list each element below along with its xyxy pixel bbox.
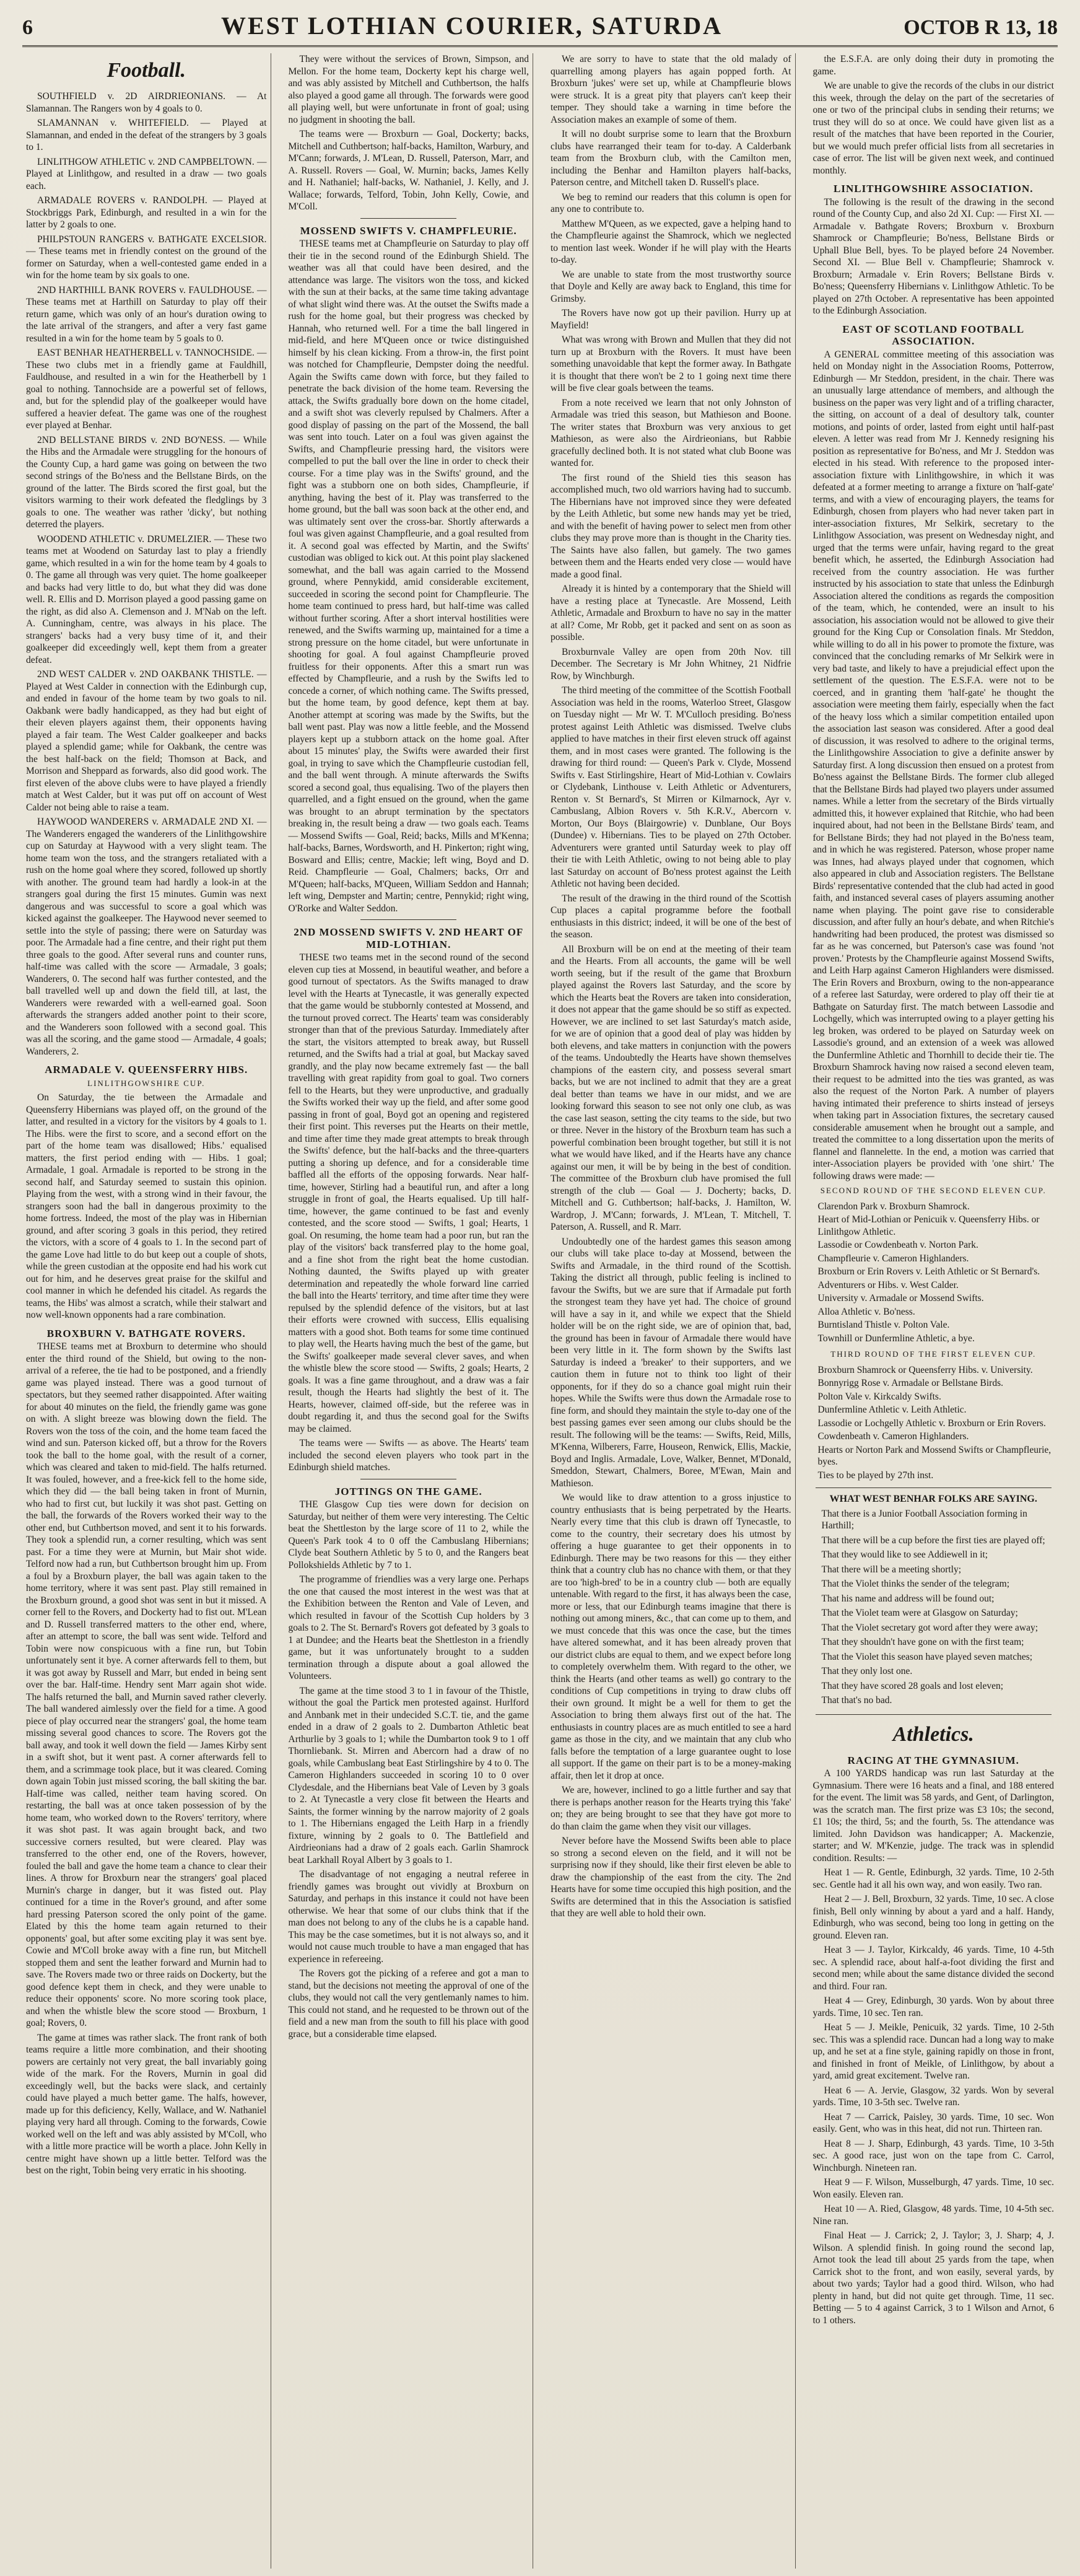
article-paragraph: We are, however, inclined to go a little further and say that there is perhaps another reason for the Hearts trying this 'fake' on; they are being brought to see that they have got more to do than claim the game when they visit our villages. <box>551 1785 791 1832</box>
article-heading: BROXBURN V. BATHGATE ROVERS. <box>46 1327 246 1339</box>
article-paragraph: The programme of friendlies was a very large one. Perhaps the one that caused the most interest in the west was that at the Exhibition between the Renton and Vale of Leven, and which resulted in favour of the Scottish Cup holders by 3 goals to 2. The St. Bernard's Rovers got defeated by 3 goals to 1 at Dundee; and the Hearts beat the Shettleston in a friendly game, but it was unfortunately brought to a sudden termination through a dispute about a goal allowed the Volunteers. <box>288 1574 529 1681</box>
west-benhar-box <box>816 1487 1052 1715</box>
article-paragraph: What was wrong with Brown and Mullen that they did not turn up at Broxburn with the Rovers. It must have been something unavoidable that kept the former away. In Bathgate it is thought that there won't be 2 to 1 going next time there will be five clear goals between the teams. <box>551 335 791 393</box>
box-line: That they would like to see Addiewell in it; <box>821 1549 988 1560</box>
box-line: That they have scored 28 goals and lost eleven; <box>821 1680 1004 1691</box>
draw-list <box>813 1201 1055 1345</box>
draw-item: Burntisland Thistle v. Polton Vale. <box>817 1320 950 1330</box>
heat-result: Heat 5 — J. Meikle, Penicuik, 32 yards. Time, 10 2-5th sec. This was a splendid race. Duncan had a long way to make up, and he set at a fine style, gaining rapidly on those in front, and finished in front of Meikle, of Linlithgow, by about a yard, amid great excitement. Twelve ran. <box>812 2022 1054 2081</box>
final-heat-result: Final Heat — J. Carrick; 2, J. Taylor; 3, J. Sharp; 4, J. Wilson. A splendid finish. In going round the second lap, Arnot took the lead till about 25 yards from the tape, when Carrick shot to the front, and won easily, several yards, by about two yards; Taylor had a good third. Wilson, who had plenty in hand, but did not quite get through. Time, 11 sec. Betting — 5 to 4 against Carrick, 3 to 1 Wilson and Arnot, 6 to 1 others. <box>812 2230 1054 2326</box>
article-paragraph: From a note received we learn that not only Johnston of Armadale was tried this season, but Mathieson and Boone. The writer states that Broxburn was very anxious to get Mathieson, as were also the Airdrieonians, but Rabbie gracefully declined both. It is not stated what club Boone was wanted for. <box>551 397 791 468</box>
draw-item: Dunfermline Athletic v. Leith Athletic. <box>817 1404 967 1415</box>
draw-item: Broxburn Shamrock or Queensferry Hibs. v. University. <box>817 1364 1033 1375</box>
article-paragraph: All Broxburn will be on end at the meeting of their team and the Hearts. From all accounts, the game will be well worth seeing, but if the result of the game that Broxburn played against the Rovers last Saturday, and the score by which the Hearts beat the Rovers are taken into consideration, it does not appear that the game should be so stiff as expected. However, we are inclined to set last Saturday's match aside, for we are of opinion that a good deal of play was hidden by both elevens, and take matters in conjunction with the powers of the teams. Undoubtedly the Hearts have shown themselves champions of the eastern city, and possess several smart backs, but we are not inclined to admit that they are a great deal better than teams we have in our midst, and we are looking forward this season to see not only one club, as was the case last season, setting the city teams to the side, but two or three. Never in the history of the Broxburn team has such a powerful combination been brought together, but still it is not what we would have liked, and if the Hearts have any chance against our men, it will be by being in the best of condition. The committee of the Broxburn club have promised the full strength of the club — Goal — J. Docherty; backs, D. Mitchell and G. Cuthbertson; half-backs, J. Hamilton, W. Wardrop, J. M'Cann; forwards, J. M'Lean, T. Mitchell, T. Paterson, A. Russell, and R. Marr. <box>551 944 791 1232</box>
match-report: SOUTHFIELD v. 2D AIRDRIEONIANS. — At Slamannan. The Rangers won by 4 goals to 0. <box>26 91 267 114</box>
newspaper-title: WEST LOTHIAN COURIER, SATURDA <box>220 12 723 40</box>
section-title-athletics: Athletics. <box>892 1722 974 1746</box>
draw-item: University v. Armadale or Mossend Swifts. <box>817 1293 984 1303</box>
section-title-football: Football. <box>107 59 186 82</box>
box-line: That his name and address will be found out; <box>821 1593 995 1604</box>
draw-item: Clarendon Park v. Broxburn Shamrock. <box>817 1201 970 1212</box>
article-paragraph: the E.S.F.A. are only doing their duty in promoting the game. <box>812 54 1054 77</box>
article-paragraph: Matthew M'Queen, as we expected, gave a helping hand to the Champfleurie against the Shamrock, which we neglected to mention last week. Wonder if he will play with the Hearts to-day. <box>551 218 791 265</box>
article-paragraph: The result of the drawing in the third round of the Scottish Cup places a capital programme before the football enthusiasts in this district; indeed, it will be one of the best of the season. <box>551 893 791 940</box>
heat-result: Heat 9 — F. Wilson, Musselburgh, 47 yards. Time, 10 sec. Won easily. Eleven ran. <box>812 2177 1054 2200</box>
draw-heading: THIRD ROUND OF THE FIRST ELEVEN CUP. <box>830 1349 1037 1359</box>
article-paragraph: THESE two teams met in the second round of the second eleven cup ties at Mossend, in beautiful weather, and before a good turnout of spectators. As the Swifts managed to draw level with the Hearts at Tynecastle, it was generally expected that the game would be stubbornly contested at Mossend, and the turnout proved correct. The Hearts' team was considerably stronger than that of the previous Saturday. Immediately after the start, the visitors attempted to break away, but Russell returned, and the Swifts had a trial at goal, but Mackay saved grandly, and the play now became extremely fast — the ball travelling with great rapidity from goal to goal. Two corners fell to the Hearts, but they were unproductive, and gradually the Swifts worked their way up the field, and after some good passing in front of goal, Boyd got an opening and registered their first point. This reverses put the Hearts on their mettle, and time after time they made great attempts to break through the Swifts' defence, but the half-backs and the three-quarters putting a shoring up defence, and for a considerable time baffled all the efforts of the opposing forwards. Near half-time, however, Stirling had a beautiful run, and after a long struggle in front of goal, the Hearts equalised. Up till half-time, however, the game continued to be fast and evenly contested, and the score stood — Swifts, 1 goal; Hearts, 1 goal. On resuming, the home team had a poor run, but ran the play of the visitors' back transferred play to the home goal, and a fine shot from the right beat the home custodian. Nothing daunted, the Swifts played up with greater determination and repeatedly the whole forward line carried the ball into the Hearts' territory, and time after time they were repulsed by the splendid defence of the visitors, but at last their efforts were crowned with success, Ellis equalising matters with a good shot. Both teams for some time continued to play well, the Hearts having much the best of the game, but the Swifts' goalkeeper made several clever saves, and when the whistle blew the score stood — Swifts, 2 goals; Hearts, 2 goals. It was a fine game throughout, and a draw was a fair result, though the Hearts had slightly the best of it. The Hearts, however, claimed off-side, but the referee was in doubt regarding it, and thus the second goal for the Swifts may be claimed. <box>288 952 529 1434</box>
page-number: 6 <box>22 16 33 39</box>
article-paragraph: The third meeting of the committee of the Scottish Football Association was held in the rooms, Waterloo Street, Glasgow on Tuesday night — Mr W. T. M'Culloch presiding. Bo'ness protest against Leith Athletic was dismissed. Twelve clubs applied to have matches in their first eleven struck off against them, and in most cases were granted. The following is the drawing for third round: — Queen's Park v. Clyde, Mossend Swifts v. East Stirlingshire, Heart of Mid-Lothian v. Cowlairs or Clydebank, Linthouse v. Leith Athletic or Adventurers, Renton v. St Bernard's, St Mirren or Kilmarnock, Ayr v. Cambuslang, Albion Rovers v. 5th K.R.V., Abercorn v. Morton, Our Boys (Blairgowrie) v. Dunblane, Our Boys (Dundee) v. Hibernians. Ties to be played on 27th October. Adventurers were granted until Saturday week to play off their tie with Leith Athletic, owing to not being able to play last Saturday on account of Bo'ness protest against the Leith Athletic not having been decided. <box>551 685 791 889</box>
box-line: That they only lost one. <box>821 1666 913 1676</box>
draw-item: Ties to be played by 27th inst. <box>817 1470 934 1481</box>
article-paragraph: THE Glasgow Cup ties were down for decision on Saturday, but neither of them were very interesting. The Celtic beat the Shettleston by the large score of 11 to 2, while the Queen's Park took 4 to 0 off the Cambuslang Hibernians; Clyde beat Southern Athletic by 5 to 0, and the Rangers beat Pollokshields Athletic by 7 to 1. <box>288 1499 529 1571</box>
article-paragraph: The disadvantage of not engaging a neutral referee in friendly games was brought out vividly at Broxburn on Saturday, and perhaps in this instance it could not have been otherwise. We hear that some of our clubs think that if the man does not belong to any of the clubs he is a capable hand. This may be the case sometimes, but it is not always so, and it would not cause much trouble to have a man engaged that has experience in refereeing. <box>288 1869 529 1965</box>
heat-result: Heat 6 — A. Jervie, Glasgow, 32 yards. Won by several yards. Time, 10 3-5th sec. Twelve ran. <box>812 2085 1054 2108</box>
article-paragraph: The Rovers have now got up their pavilion. Hurry up at Mayfield! <box>551 308 791 331</box>
article-paragraph: The first round of the Shield ties this season has accomplished much, two old warriors having had to succumb. The Hibernians have not improved since they were defeated by the Leith Athletic, but some new hands may yet be tried, and with the benefit of having power to select men from other clubs they may prove more than is thought in the Charity ties. The Saints have also fallen, but gamely. The two games between them and the Hearts ended very close — would have made a good final. <box>551 472 791 580</box>
box-line: That that's no bad. <box>821 1695 892 1706</box>
divider <box>360 919 456 920</box>
article-paragraph: We are unable to give the records of the clubs in our district this week, through the delay on the part of the secretaries of one or two of the principal clubs in sending their returns; we trust they will do so at once. We could have given list as a result of the matches that have been reported in the Courier, but we would much prefer official lists from all secretaries in case of error. The list will be given next week, and continued monthly. <box>812 81 1054 176</box>
article-heading: JOTTINGS ON THE GAME. <box>334 1485 482 1497</box>
article-paragraph: THESE teams met at Broxburn to determine who should enter the third round of the Shield, but owing to the non-arrival of a referee, the tie had to be postponed, and a friendly game was played instead. There was a good turnout of spectators, but they seemed rather disappointed. After waiting for about 40 minutes on the field, the friendly game was gone on with. A slight breeze was blowing down the field. The Rovers won the toss of the coin, and the home team faced the wind and sun. Paterson kicked off, but a throw for the Rovers took the ball to the home goal, with the result of a corner, which was cleared and taken to mid-field. The halfs returned. It was fouled, however, and a free-kick fell to the home side, which they did — the ball being taken in front of Murnin, who had to first cut, but luckily it was shot past. Getting on the ball, the forwards of the Rovers worked their way to the other end, but Cuthbertson moved, and sent it to his forwards. They took a splendid run, a corner resulting, which was sent past. For a time they were at Murnin, but Mair shot wide. Telford now had a run, but Cuthbertson brought him up. From a foul by a Broxburn player, the ball was again taken to the home territory, where it was sent past. Play still remained in the Broxburn ground, a good shot was sent in but it missed. A corner fell to the Rovers, and Dockerty had to fist out. M'Lean and D. Russell transferred matters to the other end, where, after an attempt to score, the ball was sent wide. Telford and Tobin were now conspicuous with a fine run, but Tobin unfortunately sent it bye. A corner afterwards fell to them, but it was got away by Russell and Marr, but ended in being sent over the bar. Half-time. Hendry sent Marr again shot wide. The halfs returned the ball, and Murnin saved rather cleverly. The ball wandered aimlessly over the field for a time. A good piece of play occurred near the strangers' goal, the home team missing several good chances to score. The Rovers got the ball away, and took it well down the field — James Kirby sent in a swift shot, but it went past. A corner afterwards fell to them, and a scrimmage took place, but it was cleared. Coming down again Tobin just missed scoring, the ball skiting the bar. Half-time was called, neither team having scored. On restarting, the ball was at once taken possession of by the home team, who worked down to the Rovers' territory, where it was shot past. It was again brought back, and two successive corners resulted, but were cleared. Play was transferred to the other end, one of the Rovers, however, fouled the ball and gave the home team a chance to clear their lines. A throw for Broxburn near the strangers' goal placed Murnin's charge in danger, but it was fisted out. Play continued for a time in the Rover's ground, and after some hard pressing Paterson scored the only point of the game. Elated by this the home team again returned to their opponents' goal, but after some exciting play it was sent bye. Cowie and M'Coll broke away with a fine run, but Mitchell stopped them and sent the leather forward and Murnin had to save. The Rovers made two or three raids on Dockerty, but the good defence kept them in check, and they were unable to reduce their opponents' score. No more scoring took place, and when the whistle blew the score stood — Broxburn, 1 goal; Rovers, 0. <box>26 1341 267 2028</box>
article-paragraph: We are unable to state from the most trustworthy source that Doyle and Kelly are away back to England, this time for Grimsby. <box>551 269 791 304</box>
article-paragraph: Broxburnvale Valley are open from 20th Nov. till December. The Secretary is Mr John Whitney, 21 Nidfrie Row, by Winchburgh. <box>551 646 791 681</box>
article-paragraph: We would like to draw attention to a gross injustice to country enthusiasts that is being perpetrated by the Hearts. Nearly every time that this club is drawn off Tynecastle, to come to the country, their secretary does his utmost by offering a huge guarantee to get their opponents in to Edinburgh. There may be two reasons for this — they either think that a country club has no chance with them, or that they are too 'high-bred' to be in a country club — both are equally untenable. With regard to the first, it has always been the case, more or less, that our Edinburgh teams imagine that there is nothing out among miners, &c., that can come up to them, and we must concede that this was once the case, but the times have altered somewhat, and it has been already proven that our district clubs are equal to them, and we expect before long to completely overwhelm them. With regard to the other, we think the Hearts (and other teams as well) go contrary to the conditions of Cup competitions in trying to draw clubs off their own ground. It might be a well for them to get the Association to bring them always first out of the hat. The enthusiasts in country places are as much entitled to see a hard game as those in the city, and we maintain that any club who falls before the temptation of a large guarantee ought to lose all support. If the game on their part is to be a money-making affair, then let it drop at once. <box>551 1492 791 1781</box>
match-report: ARMADALE ROVERS v. RANDOLPH. — Played at Stockbriggs Park, Edinburgh, and resulted in a win for the latter by 2 goals to one. <box>26 195 267 230</box>
draw-item: Alloa Athletic v. Bo'ness. <box>817 1306 915 1317</box>
draw-item: Polton Vale v. Kirkcaldy Swifts. <box>817 1391 941 1402</box>
masthead <box>22 11 1058 47</box>
box-line: That there is a Junior Football Association forming in Harthill; <box>821 1508 1027 1531</box>
draw-item: Cowdenbeath v. Cameron Highlanders. <box>817 1431 969 1442</box>
match-report: 2ND WEST CALDER v. 2ND OAKBANK THISTLE. — Played at West Calder in connection with the Edinburgh cup, and ended in favour of the home team by two goals to nil. Oakbank were badly handicapped, as they had but eight of their eleven players against them, their opponents having played a fair team. The West Calder goalkeeper and backs played a splendid game; while for Oakbank, the centre was the best half-back on the field; Thomson at Back, and Morrison and Sheppard as forwards, also did good work. The first eleven of the above clubs were to have played a friendly match at West Calder, but it was put off on account of West Calder not being able to raise a team. <box>26 669 267 813</box>
match-report: 2ND HARTHILL BANK ROVERS v. FAULDHOUSE. — These teams met at Harthill on Saturday to play off their return game, which was only of an hour's duration owing to the late arrival of the strangers, and after a very fast game resulted in a win for the home team by 5 goals to 0. <box>26 284 267 344</box>
article-paragraph: Undoubtedly one of the hardest games this season among our clubs will take place to-day at Mossend, between the Swifts and Armadale, in the third round of the Scottish. Taking the district all through, public feeling is inclined to favour the Swifts, but we are sure that if Armadale put forth the strongest team they have yet had. The choice of ground will have a say in it, and while we expect that the Shield holder will be on the right side, we are of opinion that, bad, the ground has been in favour of Armadale there would have been very little in it. The form shown by the Swifts last Saturday is indeed a 'breaker' to their supporters, and we caution them in future not to think too light of their opponents, for if they do so a chance goal might ruin their hopes. While the Swifts were thus down the Armadale rose to fine form, and should they maintain the style to-day one of the best passing games ever seen among our clubs should be the result. The following will be the teams: — Swifts, Reid, Mills, M'Kenna, Wilberers, Farre, Houseon, Renwick, Ellis, Mackie, Boyd and Inglis. Armadale, Love, Walker, Bennet, M'Donald, Smeddon, Stewart, Chalmers, Boree, M'Ewan, Main and Mathieson. <box>551 1236 791 1489</box>
draw-list <box>813 1364 1055 1482</box>
draw-item: Bonnyrigg Rose v. Armadale or Bellstane Birds. <box>817 1378 1003 1388</box>
heat-result: Heat 1 — R. Gentle, Edinburgh, 32 yards. Time, 10 2-5th sec. Gentle had it all his own way, and won easily. Two ran. <box>812 1867 1054 1890</box>
article-heading: LINLITHGOWSHIRE ASSOCIATION. <box>834 183 1034 195</box>
draw-item: Champfleurie v. Cameron Highlanders. <box>817 1253 969 1264</box>
heat-result: Heat 2 — J. Bell, Broxburn, 32 yards. Time, 10 sec. A close finish, Bell only winning by about a yard and a half. Handy, Edinburgh, who was second, being too long in getting on the ground. Eleven ran. <box>812 1894 1054 1941</box>
issue-date: OCTOB R 13, 18 <box>904 16 1058 39</box>
draw-item: Heart of Mid-Lothian or Penicuik v. Queensferry Hibs. or Linlithgow Athletic. <box>817 1214 1040 1237</box>
article-heading: 2ND MOSSEND SWIFTS V. 2ND HEART OF MID-LOTHIAN. <box>294 926 524 950</box>
article-paragraph: On Saturday, the tie between the Armadale and Queensferry Hibernians was played off, on the ground of the latter, and resulted in a victory for the visitors by 4 goals to 1. The Hibs. were the first to score, and a second effort on the part of the home team was disallowed; Hibs.' equalised matters, the first period ending with — Hibs. 1 goal; Armadale, 1 goal. Armadale is reported to be strong in the second half, and Saturday seemed to sustain this opinion. Playing from the west, with a strong wind in their favour, the strangers soon had the ball in dangerous proximity to the home fortress. Indeed, the most of the play was in Hibernian ground, and after scoring 3 goals in this period, they retired the victors, with a score of 4 goals to 1. In the second part of the game Love had little to do but keep out a couple of shots, while the green custodian at the opposite end had his work cut out for him, and he deserves great praise for the skilful and cool manner in which he defended his citadel. As regards the teams, the Hibs' was almost a scratch, while their stalwart and now well-known opponents had a rare combination. <box>26 1092 267 1320</box>
article-heading: RACING AT THE GYMNASIUM. <box>847 1754 1019 1766</box>
article-paragraph: They were without the services of Brown, Simpson, and Mellon. For the home team, Dockerty kept his charge well, and was ably assisted by Mitchell and Cuthbertson, the halfs also played a good game all through. The forwards were good all playing well, but were unfortunate in front of goal; using no judgment in shooting the ball. <box>288 54 529 125</box>
col1-reports <box>26 90 267 1058</box>
article-heading: ARMADALE V. QUEENSFERRY HIBS. <box>45 1064 248 1076</box>
column-4 <box>809 53 1058 2569</box>
article-heading: EAST OF SCOTLAND FOOTBALL ASSOCIATION. <box>842 323 1025 347</box>
article-paragraph: The Rovers got the picking of a referee and got a man to stand, but the decisions not meeting the approval of one of the clubs, they would not call the very gentlemanly names to him. This could not stand, and he requested to be thrown out of the field and a new man from the south to fill his place with good grace, but a considerable time elapsed. <box>288 1968 529 2039</box>
column-3 <box>547 53 796 2569</box>
heat-result: Heat 3 — J. Taylor, Kirkcaldy, 46 yards. Time, 10 4-5th sec. A splendid race, about half-a-foot dividing the first and second men; while about the same distance divided the second and third. Four ran. <box>812 1945 1054 1992</box>
draw-item: Townhill or Dunfermline Athletic, a bye. <box>817 1333 975 1344</box>
article-subheading: LINLITHGOWSHIRE CUP. <box>87 1078 206 1088</box>
article-paragraph: A GENERAL committee meeting of this association was held on Monday night in the Association Rooms, Potterrow, Edinburgh — Mr Steddon, president, in the chair. There was an unusually large attendance of members, and although the business on the paper was very light and of a trifling character, the sitting, on account of a deal of desultory talk, counter motions, and points of order, lasted from eight until half-past eleven. A letter was read from Mr J. Kennedy resigning his position as representative for Bo'ness, and Mr J. Steddon was elected in his stead. With reference to the proposed inter-association fixture with Linlithgowshire, in which it was defeated at a former meeting to arrange a fixture on 'half-gate' terms, and with a view of encouraging players, the teams for Edinburgh, chosen from players who had never taken part in inter-association fixtures, Mr Selkirk, secretary to the Linlithgow Association, was present on Wednesday night, and urged that the terms were unfair, having regard to the great benefit which, he asserted, the Edinburgh Association had received from the country association. He was further instructed by his association to state that unless the Edinburgh Association altered the conditions as regards the composition of the team, which, he contended, were an insult to his association, his association would not be allowed to give their ground for the King Cup or Consolation finals. Mr Steddon, while willing to do all in his power to promote the fixture, was convinced that the concluding remarks of Mr Selkirk were in very bad taste, and likely to have a prejudicial effect upon the settlement of the question. The E.S.F.A. were not to be coerced, and in granting them 'half-gate' he thought the association were meeting them fairly, especially when the fact of the heavy loss which a similar competition entailed upon the association last season was considered. After a good deal of discussion, it was resolved to adhere to the original terms, the Linlithgowshire Association to give a definite answer by Saturday first. A long discussion then ensued on a protest from Bo'ness against the Bellstane Birds. The former club alleged that the Bellstane Birds had played two players under assumed names. While a letter from the secretary of the Birds virtually admitted this, it however explained that Ritchie, who had been inquired about, had not been in the Bellstane Birds' team, and for Bellstane Birds; they had not played in the Bo'ness team, and in which he was registered. Paterson, whose proper name was Innes, had always played under that cognomen, which also appeared in club and Association registers. The Bellstane Birds' representative contended that the club had acted in good faith, and instanced several cases of players assuming another name when playing. The point gave rise to considerable discussion, and after fully an hour's debate, and when Ritchie's handwriting had been produced, the protest was dismissed so far as he was concerned, but Paterson's case was found 'not proven.' Protests by the Champfleurie against Mossend Swifts, and Leith Harp against Cameron Highlanders were dismissed. The Erin Rovers and Broxburn, owing to the non-appearance of a referee last Saturday, were ordered to play off their tie at Bathgate on Saturday first. The match between Lassodie and Lochgelly, which was interrupted owing to a player getting his leg broken, was ordered to be played on Saturday week on Lassodie's ground, and an extension of a week was allowed the Dunfermline Athletic and Thornhill to decide their tie. The Broxburn Shamrock having now raised a second eleven team, their request to be admitted into the ties was granted, as was also the request of the Norton Park. A number of players having intimated their preference to shirts instead of jerseys when taking part in Association fixtures, the secretary caused considerable amusement when he brought out a sample, and treated the committee to a long dissertation upon the merits of flannel and flannelette. In the end, a motion was carried that inter-Association players be provided with 'one shirt.' The following draws were made: — <box>812 349 1054 1181</box>
article-paragraph: It will no doubt surprise some to learn that the Broxburn clubs have rearranged their team for to-day. A Calderbank team from the Broxburn club, with the Camilton men, including the Benhar and Hamilton players half-backs, Paterson centre, and Mitchell taken D. Russell's place. <box>551 129 791 188</box>
article-paragraph: Already it is hinted by a contemporary that the Shield will have a resting place at Tynecastle. Are Mossend, Leith Athletic, Armadale and Broxburn to have no say in the matter at all? Come, Mr Robb, get it packed and sent on as soon as possible. <box>551 584 791 642</box>
article-paragraph: We beg to remind our readers that this column is open for any one to contribute to. <box>551 191 791 214</box>
column-2 <box>285 53 534 2569</box>
article-paragraph: The game at the time stood 3 to 1 in favour of the Thistle, without the goal the Partick men protested against. Hurlford and Annbank met in their undecided S.C.T. tie, and the game ended in a draw of 2 goals to 2. Dumbarton Athletic beat Arthurlie by 3 goals to 1; while the Dumbarton took 9 to 1 off Thornliebank. St. Mirren and Abercorn had a draw of no goals, while Cambuslang beat East Stirlingshire by 4 to 0. The Cameron Highlanders succeeded in scoring 10 to 0 over Clydesdale, and the Hibernians beat Vale of Leven by 3 goals to 2. At Tynecastle a very close fit between the Hearts and Saints, the former winning by the narrow majority of 2 goals to 1. The Hibernians engaged the Leith Harp in a friendly fixture, winning by 2 goals to 0. The Battlefield and Airdrieonians had a draw of 2 goals each. Garlin Shamrock beat Larkhall Royal Albert by 3 goals to 1. <box>288 1685 529 1865</box>
box-line: That there will be a meeting shortly; <box>821 1564 962 1575</box>
draw-item: Adventurers or Hibs. v. West Calder. <box>817 1279 959 1290</box>
divider <box>360 218 456 219</box>
article-paragraph: THESE teams met at Champfleurie on Saturday to play off their tie in the second round of the Edinburgh Shield. The weather was all that could have been desired, and the attendance was large. The visitors won the toss, and kicked with the sun at their backs, at the same time taking advantage of what slight wind there was. At the outset the Swifts made a rush for the home goal, but their progress was checked by Hannah, who returned well. For a time the ball lingered in mid-field, and here M'Queen once or twice distinguished himself by his clean kicking. From a throw-in, the first point was notched for Champfleurie, Dempster doing the needful. Again the Swifts came down with force, but they failed to penetrate the back division of the home team. Reversing the attack, the Swifts gradually bore down on the home citadel, and a swift shot was cleverly repulsed by Chalmers. After a good display of passing on the part of the Mossend, the ball was sent into touch. Later on a foul was given against the Swifts, and Champfleurie pressing hard, the visitors were compelled to put the ball over the line in order to check their course. For a time play was in the Swifts' ground, and the fight was a stubborn one on both sides, Champfleurie, if anything, having the best of it. Play was transferred to the home ground, but the ball was soon back at the other end, and was ultimately sent over the cross-bar. Shortly afterwards a foul was given against Champfleurie, and a goal resulted from it. A second goal was effected by Martin, and the Swifts' custodian was obliged to kick out. At this point play slackened somewhat, and the ball was again carried to the Mossend ground, where Pennykidd, amid considerable excitement, succeeded in scoring the second point for Champfleurie. The home team continued to press hard, but half-time was called without further scoring. After a short interval hostilities were renewed, and the Swifts warming up, maintained for a time a strong pressure on the home citadel, but were unfortunate in shooting for goal. A foul against Champfleurie proved fruitless for their opponents. After this a smart run was effected by Champfleurie, and a rush by the Swifts led to concede a corner, of which nothing came. The Swifts pressed, but the home team, by good defence, kept them at bay. Another attempt at scoring was made by the Swifts, but the ball went past. Play was now a little feeble, and the Mossend players kept up a stubborn attack on the home goal. After about 15 minutes' play, the Swifts were awarded their first goal, in trying to save which the Champfleurie custodian fell, and the ball went through. A minute afterwards the Swifts scored a second goal, thus equalising. Two of the players then quarrelled, and a fight ensued on the ground, when the game was brought to an abrupt termination by the spectators breaking in, the result being a draw — two goals each. Teams — Mossend Swifts — Goal, Reid; backs, Mills and M'Kenna; half-backs, Barnes, Wordsworth, and H. Pinkerton; right wing, Bosward and Ellis; centre, Mackie; left wing, Boyd and D. Reid. Champfleurie — Goal, Chalmers; backs, Orr and M'Queen; half-backs, M'Queen, William Seddon and Hannah; left wing, Dempster and Martin; centre, Pennykid; right wing, O'Rorke and Walter Seddon. <box>288 239 529 914</box>
box-line: That the Violet team were at Glasgow on Saturday; <box>821 1608 1018 1618</box>
match-report: LINLITHGOW ATHLETIC v. 2ND CAMPBELTOWN. — Played at Linlithgow, and resulted in a draw — two goals each. <box>26 156 267 191</box>
article-paragraph: A 100 YARDS handicap was run last Saturday at the Gymnasium. There were 16 heats and a final, and 188 entered for the event. The limit was 58 yards, and Gent, of Darlington, was the scratch man. The first prize was £3 10s; the second, £1 10s; the third, 5s; and the fourth, 5s. The attendance was limited. John Davidson was handicapper; A. Mackenzie, starter; and W. M'Kenzie, judge. The track was in splendid condition. Results: — <box>812 1768 1054 1864</box>
article-paragraph: The teams were — Swifts — as above. The Hearts' team included the second eleven players who took part in the Edinburgh shield matches. <box>288 1438 529 1473</box>
box-heading: WHAT WEST BENHAR FOLKS ARE SAYING. <box>829 1494 1037 1504</box>
box-line: That they shouldn't have gone on with the first team; <box>821 1637 1024 1647</box>
match-report: EAST BENHAR HEATHERBELL v. TANNOCHSIDE. — These two clubs met in a friendly game at Fauldhill, Fauldhouse, and resulted in a win for the Heatherbell by 1 goal to nothing. Tannochside are a powerful set of fellows, and, but for the splendid play of the goalkeeper would have suffered a heavier defeat. The game was one of the roughest ever played at Benhar. <box>26 348 267 431</box>
heat-result: Heat 8 — J. Sharp, Edinburgh, 43 yards. Time, 10 3-5th sec. A good race, just won on the tape from C. Carrol, Winchburgh. Nineteen ran. <box>812 2138 1054 2173</box>
article-heading: MOSSEND SWIFTS V. CHAMPFLEURIE. <box>300 224 517 237</box>
match-report: HAYWOOD WANDERERS v. ARMADALE 2ND XI. — The Wanderers engaged the wanderers of the Linlithgowshire cup on Saturday at Haywood with a very slight team. The home team won the toss, and the strangers retaliated with a rush on the home goal where they scored, followed up shortly with another. The ground team had hardly a look-in at the strangers goal during the first 15 minutes. Gumin was next dangerous and was successful to score a goal which was kicked against the goalkeeper. The Haywood never seemed to settle into the style of passing; there were on Saturday was poor. The Armadale had a fine centre, and their right put them three goals to the good. After several runs and counter runs, half-time was called with the score — Armadale, 3 goals; Wanderers, 0. The second half was further contested, and the ball travelled well up and down the field till, at last, the Wanderers were rewarded with a well-earned goal. Soon afterwards the strangers added another point to their score, and the Wanderers soon followed with a second goal. This was all the scoring, and the game stood — Armadale, 4 goals; Wanderers, 2. <box>26 817 267 1057</box>
draw-item: Lassodie or Cowdenbeath v. Norton Park. <box>817 1240 978 1250</box>
match-report: SLAMANNAN v. WHITEFIELD. — Played at Slamannan, and ended in the defeat of the strangers by 3 goals to 1. <box>26 118 267 152</box>
match-report: WOODEND ATHLETIC v. DRUMELZIER. — These two teams met at Woodend on Saturday last to play a friendly game, which resulted in a win for the home team by 4 goals to 0. The game all through was very quiet. The home goalkeeper and backs had very little to do, but what they did was done well. R. Ellis and D. Morrison played a good passing game on the right, as did also A. Clemenson and J. M'Nab on the left. A. Cunningham, centre, was always in his place. The strangers' backs had a very busy time of it, and their goalkeeper did exceedingly well, kept them from a greater defeat. <box>26 533 267 665</box>
article-paragraph: The teams were — Broxburn — Goal, Dockerty; backs, Mitchell and Cuthbertson; half-backs, Hamilton, Warbury, and M'Cann; forwards, J. M'Lean, D. Russell, Paterson, Marr, and A. Russell. Rovers — Goal, W. Murnin; backs, James Kelly and H. Nathaniel; half-backs, W. Nathaniel, J. Kelly, and J. Wallace; forwards, Telford, Tobin, John Kelly, Cowie, and M'Coll. <box>288 129 529 212</box>
article-paragraph: The following is the result of the drawing in the second round of the County Cup, and also 2d XI. Cup: — First XI. — Armadale v. Bathgate Rovers; Broxburn v. Broxburn Shamrock or Champfleurie; Bo'ness, Bellstane Birds or Uphall Blue Bell, byes. To be played before 24 November. Second XI. — Blue Bell v. Champfleurie; Shamrock v. Broxburn; Armadale v. Erin Rovers; Bellstane Birds v. Bo'ness; Queensferry Hibernians v. Linlithgow Athletic. To be played on 27th October. A representative has been appointed to the Edinburgh Association. <box>812 196 1054 316</box>
article-paragraph: Never before have the Mossend Swifts been able to place so strong a second eleven on the field, and it will not be surprising now if they should, like their first eleven be able to draw the championship of the east from the city. The 2nd Hearts have for some time occupied this high position, and the Swifts are determined that in this the Association is satisfied that they are well able to hold their own. <box>551 1836 791 1919</box>
box-line: That there will be a cup before the first ties are played off; <box>821 1535 1045 1546</box>
draw-item: Broxburn or Erin Rovers v. Leith Athletic or St Bernard's. <box>817 1266 1040 1277</box>
article-columns <box>22 53 1058 2569</box>
box-line: That the Violet thinks the sender of the telegram; <box>821 1579 1010 1589</box>
box-line: That the Violet secretary got word after they were away; <box>821 1622 1039 1633</box>
match-report: 2ND BELLSTANE BIRDS v. 2ND BO'NESS. — While the Hibs and the Armadale were struggling for the honours of the County Cup, a hard game was going on between the two second strings of the Bo'ness and the Bellstane Birds, on the ground of the latter. The Birds scored the first goal, but the visitors warming to their work defeated the fledglings by 3 goals to one. The weather was rather 'dicky', but nothing deterred the players. <box>26 434 267 530</box>
draw-item: Lassodie or Lochgelly Athletic v. Broxburn or Erin Rovers. <box>817 1417 1046 1429</box>
box-line: That the Violet this season have played seven matches; <box>821 1651 1033 1662</box>
article-paragraph: We are sorry to have to state that the old malady of quarrelling among players has again popped forth. At Broxburn 'jukes' were set up, while at Champfleurie blows were struck. It is a great pity that players can't keep their temper. They should take a warning in time before the Association makes an example of some of them. <box>551 54 791 125</box>
heat-result: Heat 10 — A. Ried, Glasgow, 48 yards. Time, 10 4-5th sec. Nine ran. <box>812 2204 1054 2227</box>
column-1 <box>22 53 271 2569</box>
heat-result: Heat 7 — Carrick, Paisley, 30 yards. Time, 10 sec. Won easily. Gent, who was in this heat, did not run. Thirteen ran. <box>812 2111 1054 2134</box>
match-report: PHILPSTOUN RANGERS v. BATHGATE EXCELSIOR. — These teams met in friendly contest on the ground of the former on Saturday, when a well-contested game ended in a win for the home team by six goals to one. <box>26 234 267 281</box>
draw-item: Hearts or Norton Park and Mossend Swifts or Champfleurie, byes. <box>817 1444 1052 1467</box>
article-paragraph: The game at times was rather slack. The front rank of both teams require a little more combination, and their shooting powers are certainly not very great, the ball invariably going wide of the mark. For the Rovers, Murnin in goal did exceedingly well, but the backs were slack, and certainly could have played a much better game. The halfs, however, made up for this deficiency, Kelly, Wallace, and W. Nathaniel playing very hard all through. Coming to the forwards, Cowie worked well on the left and was ably assisted by M'Coll, who with a little more practice will be worth a place. John Kelly in centre might have shown up a little better. Telford was the best on the right, Tobin being very erratic in his shooting. <box>26 2032 267 2176</box>
draw-heading: SECOND ROUND OF THE SECOND ELEVEN CUP. <box>820 1186 1047 1195</box>
heat-result: Heat 4 — Grey, Edinburgh, 30 yards. Won by about three yards. Time, 10 sec. Ten ran. <box>812 1996 1054 2018</box>
